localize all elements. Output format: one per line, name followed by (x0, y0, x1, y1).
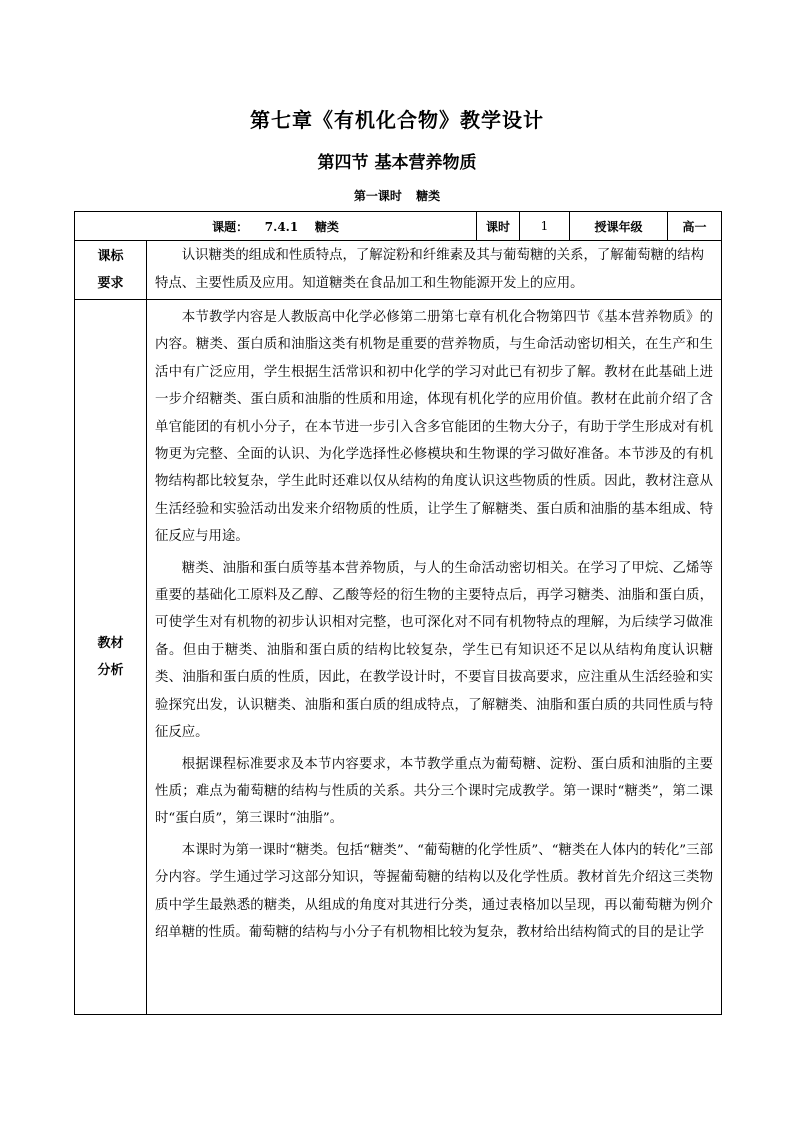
standards-label (75, 241, 147, 300)
analysis-row (75, 300, 722, 1015)
topic-label: 课题： (212, 219, 249, 234)
topic-cell (75, 212, 477, 241)
standards-text: 认识糖类的组成和性质特点，了解淀粉和纤维素及其与葡萄糖的关系，了解葡萄糖的结构特点、主要性质及应用。知道糖类在食品加工和生物能源开发上的应用。 (147, 241, 722, 300)
analysis-paragraph-1: 本节教学内容是人教版高中化学必修第二册第七章有机化合物第四节《基本营养物质》的内容。糖类、蛋白质和油脂这类有机物是重要的营养物质，与生命活动密切相关，在生产和生活中有广泛应用，学生根据生活常识和初中化学的学习对此已有初步了解。教材在此基础上进一步介绍糖类、蛋白质和油脂的性质和用途，体现有机化学的应用价值。教材在此前介绍了含单官能团的有机小分子，在本节进一步引入含多官能团的生物大分子，有助于学生形成对有机物更为完整、全面的认识、为化学选择性必修模块和生物课的学习做好准备。本节涉及的有机物结构都比较复杂，学生此时还难以仅从结构的角度认识这些物质的性质。因此，教材注意从生活经验和实验活动出发来介绍物质的性质，让学生了解糖类、蛋白质和油脂的基本组成、特征反应与用途。 (155, 310, 713, 545)
topic-code: 7.4.1 (264, 219, 299, 234)
standards-label-line1: 课标 (97, 249, 124, 264)
analysis-paragraph-4: 本课时为第一课时“糖类。包括“糖类”、“葡萄糖的化学性质”、“糖类在人体内的转化”三部分内容。学生通过学习这部分知识，等握葡萄糖的结构以及化学性质。教材首先介绍这三类物质中学生最熟悉的糖类，从组成的角度对其进行分类，通过表格加以呈现，再以葡萄糖为例介绍单糖的性质。葡萄糖的结构与小分子有机物相比较为复杂，教材给出结构简式的目的是让学 (155, 842, 713, 940)
lesson-plan-table (74, 211, 722, 1015)
header-row (75, 212, 722, 241)
lesson-period: 第一课时 (353, 189, 402, 203)
hours-label: 课时 (477, 212, 520, 241)
standards-row (75, 241, 722, 300)
analysis-label-line1: 教材 (97, 636, 124, 651)
analysis-text (147, 300, 722, 1015)
lesson-subtitle (0, 187, 794, 204)
hours-value: 1 (520, 212, 570, 241)
grade-label: 授课年级 (570, 212, 668, 241)
analysis-label-line2: 分析 (97, 663, 124, 678)
standards-label-line2: 要求 (97, 276, 124, 291)
analysis-label (75, 300, 147, 1015)
topic-name: 糖类 (314, 219, 339, 234)
lesson-topic: 糖类 (416, 189, 441, 203)
section-title: 第四节 基本营养物质 (317, 153, 477, 173)
analysis-paragraph-3: 根据课程标准要求及本节内容要求，本节教学重点为葡萄糖、淀粉、蛋白质和油脂的主要性质；难点为葡萄糖的结构与性质的关系。共分三个课时完成教学。第一课时“糖类”，第二课时“蛋白质”，第三课时“油脂”。 (155, 756, 713, 827)
grade-value: 高一 (668, 212, 722, 241)
document-title: 第七章《有机化合物》教学设计 (250, 108, 544, 132)
analysis-paragraph-2: 糖类、油脂和蛋白质等基本营养物质，与人的生命活动密切相关。在学习了甲烷、乙烯等重要的基础化工原料及乙醇、乙酸等烃的衍生物的主要特点后，再学习糖类、油脂和蛋白质，可使学生对有机物的初步认识相对完整，也可深化对不同有机物特点的理解，为后续学习做准备。但由于糖类、油脂和蛋白质的结构比较复杂，学生已有知识还不足以从结构角度认识糖类、油脂和蛋白质的性质，因此，在教学设计时，不要盲目拔高要求，应注重从生活经验和实验探究出发，认识糖类、油脂和蛋白质的组成特点，了解糖类、油脂和蛋白质的共同性质与特征反应。 (155, 560, 713, 741)
